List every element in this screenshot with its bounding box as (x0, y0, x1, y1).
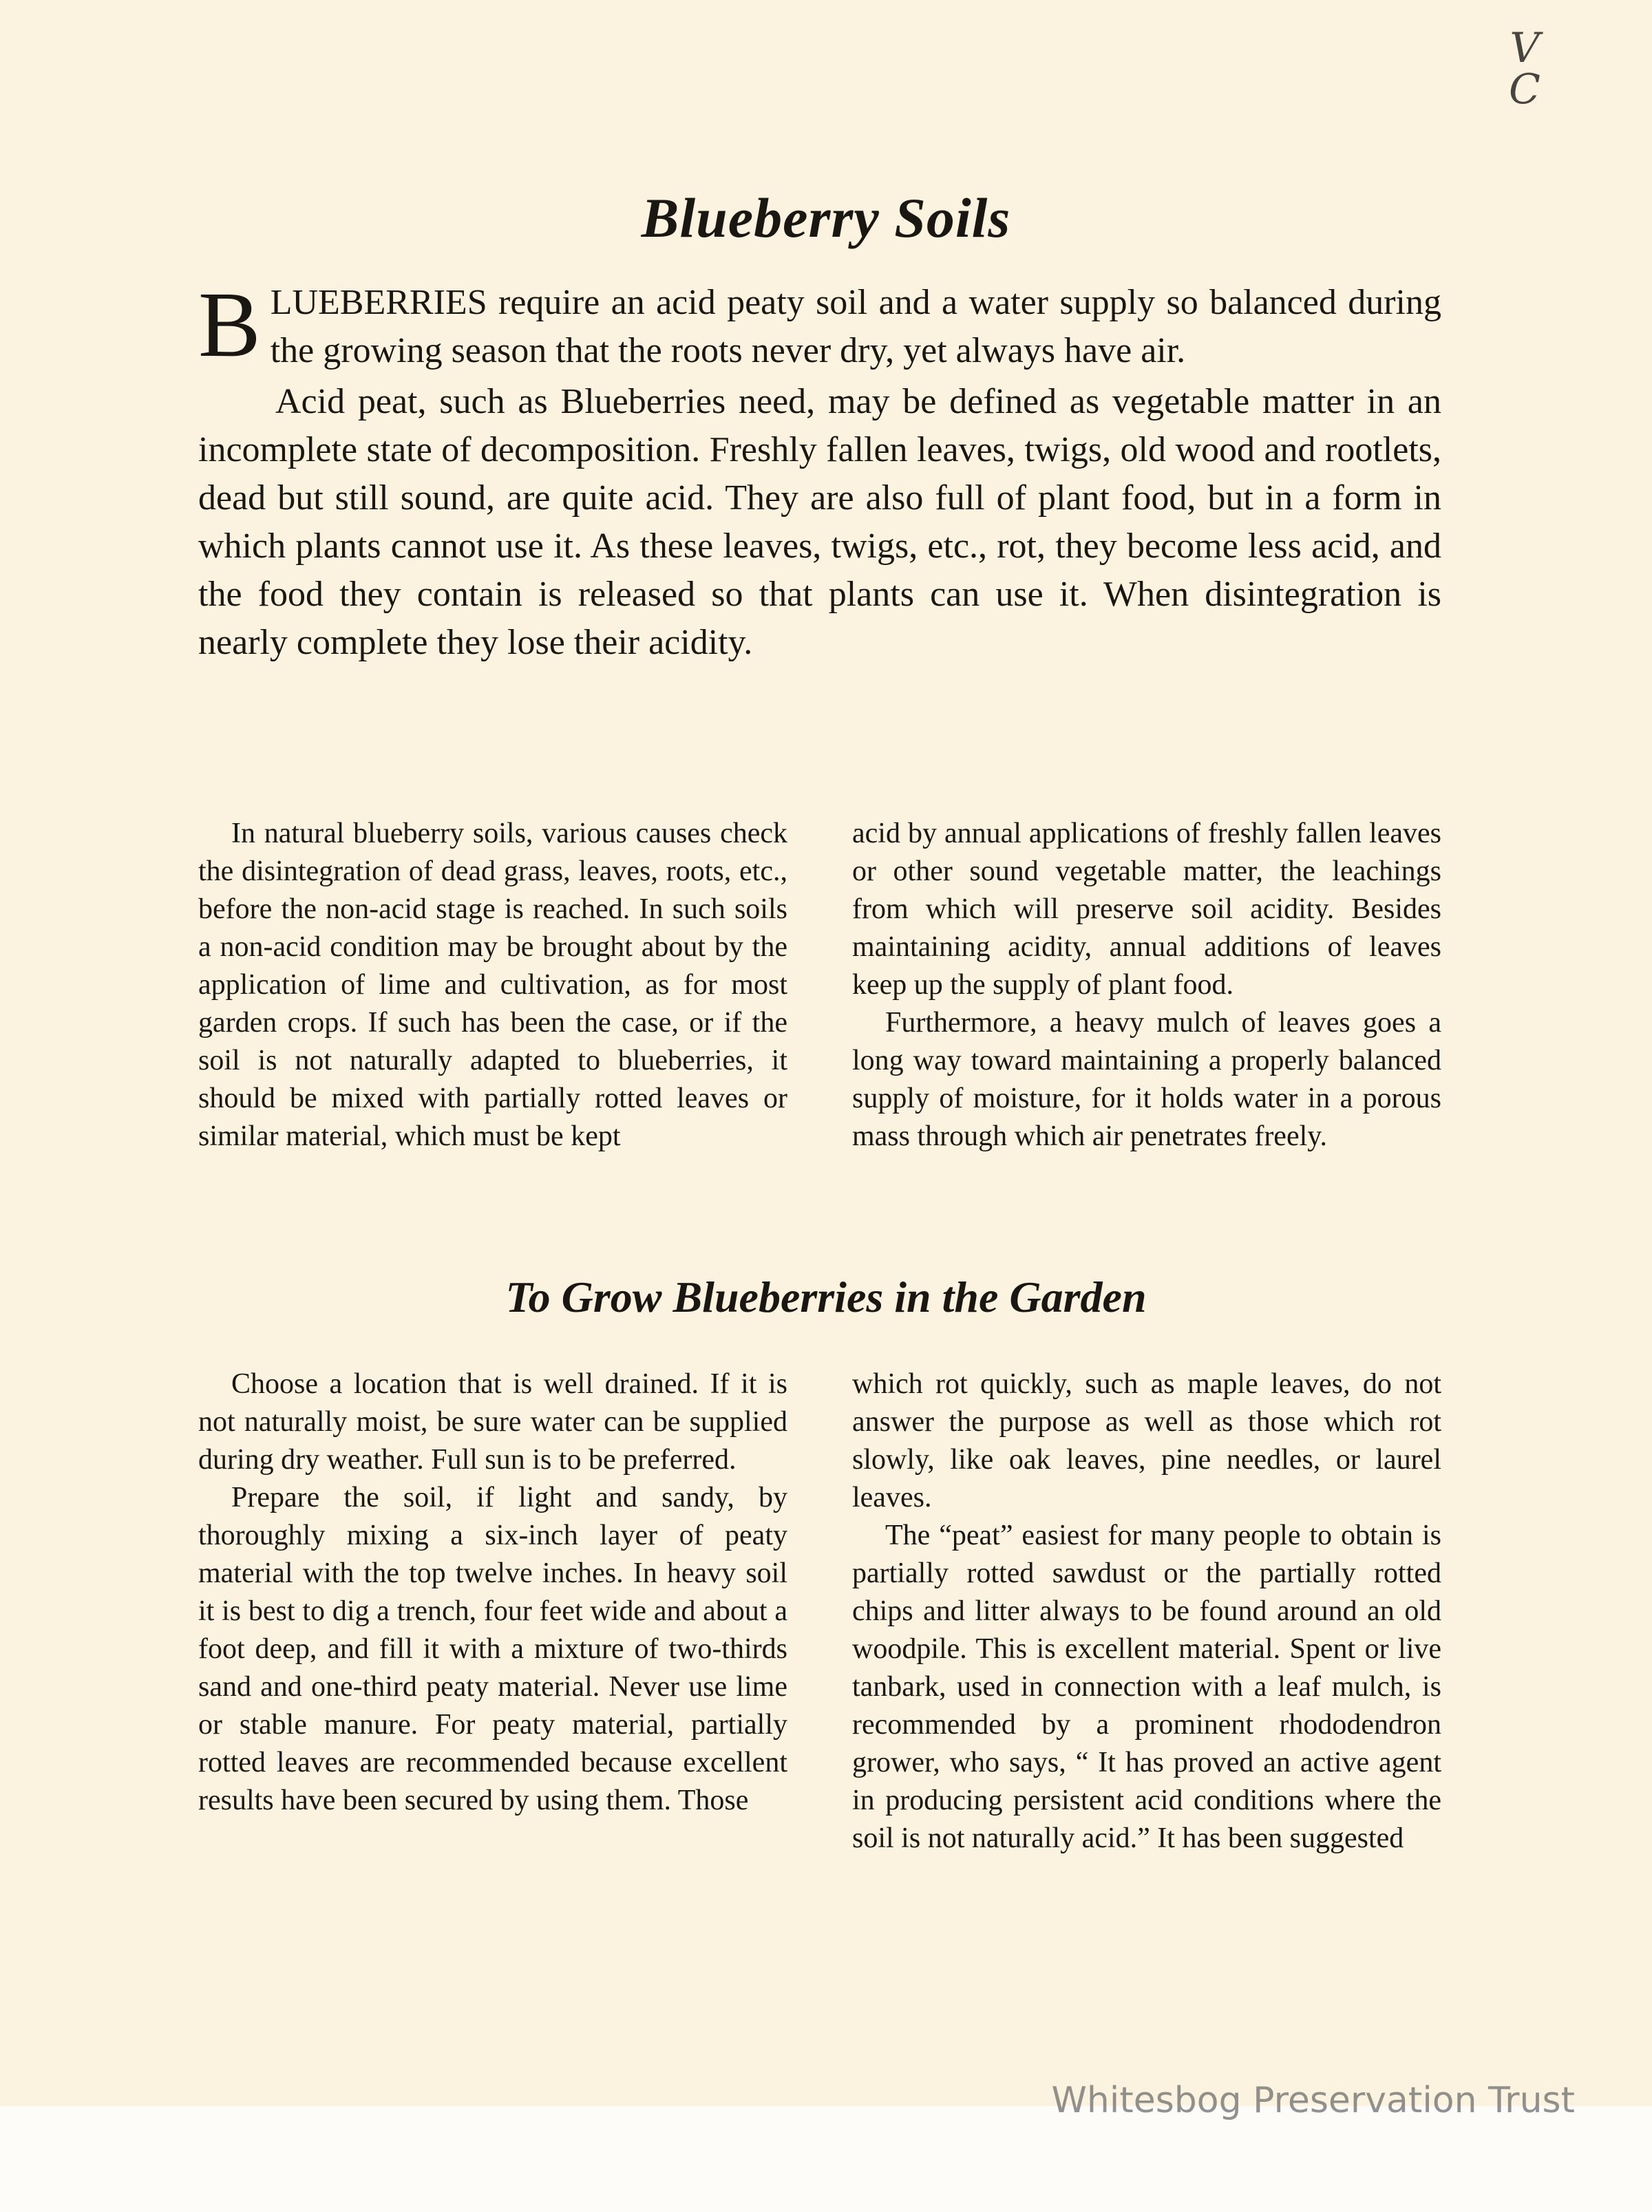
drop-cap: B (198, 273, 261, 376)
section-2-left-paragraph-1: Choose a location that is well drained. If it is not naturally moist, be sure water can be supplied during dry weather. Full sun is to be preferred. (198, 1368, 787, 1476)
bottom-margin (0, 2106, 1652, 2212)
page-title: Blueberry Soils (641, 187, 1011, 249)
section-2-right-column (852, 1365, 1441, 1858)
section-1-right-column (852, 815, 1441, 1156)
section-1-left-paragraph: In natural blueberry soils, various causes check the disintegration of dead grass, leaves, roots, etc., before the non-acid stage is reached. In such soils a non-acid condition may be brought about by the application of lime and cultivation, as for most garden crops. If such has been the case, or if the soil is not naturally adapted to blueberries, it should be mixed with partially rotted leaves or similar material, which must be kept (198, 818, 787, 1152)
section-2-right-paragraph-1: which rot quickly, such as maple leaves, do not answer the purpose as well as those which rot slowly, like oak leaves, pine needles, or laurel leaves. (852, 1368, 1441, 1513)
intro-paragraph-1 (198, 273, 1441, 376)
section-1-columns (198, 815, 1441, 1156)
section-1-right-paragraph-1: acid by annual applications of freshly fallen leaves or other sound vegetable matter, the leachings from which will preserve soil acidity. Besides maintaining acidity, annual additions of leaves keep up the supply of plant food. (852, 818, 1441, 1001)
section-2-left-paragraph-2: Prepare the soil, if light and sandy, by thoroughly mixing a six-inch layer of peaty material with the top twelve inches. In heavy soil it is best to dig a trench, four feet wide and about a foot deep, and fill it with a mixture of two-thirds sand and one-third peaty material. Never use lime or stable manure. For peaty material, partially rotted leaves are recommended because excellent results have been secured by using them. Those (198, 1482, 787, 1816)
section-heading: To Grow Blueberries in the Garden (505, 1273, 1147, 1321)
section-2-right-paragraph-2: The “peat” easiest for many people to obtain is partially rotted sawdust or the partially rotted chips and litter always to be found around an old woodpile. This is excellent material. Spent or live tanbark, used in connection with a leaf mulch, is recommended by a prominent rhododendron grower, who says, “ It has proved an active agent in producing persistent acid conditions where the soil is not naturally acid.” It has been suggested (852, 1520, 1441, 1854)
section-2-left-column (198, 1365, 787, 1858)
handwritten-mark: V C (1509, 24, 1540, 114)
intro-paragraph-1-text: LUEBERRIES require an acid peaty soil and a water supply so balanced during the growing season that the roots never dry, yet always have air. (270, 283, 1441, 370)
intro-paragraph-2: Acid peat, such as Blueberries need, may be defined as vegetable matter in an incomplete state of decomposition. Freshly fallen leaves, twigs, old wood and rootlets, dead but still sound, are quite acid. They are also full of plant food, but in a form in which plants cannot use it. As these leaves, twigs, etc., rot, they become less acid, and the food they contain is released so that plants can use it. When disintegration is nearly complete they lose their acidity. (198, 382, 1441, 662)
watermark: Whitesbog Preservation Trust (1051, 2080, 1575, 2121)
section-1-right-paragraph-2: Furthermore, a heavy mulch of leaves goes a long way toward maintaining a properly balanced supply of moisture, for it holds water in a porous mass through which air penetrates freely. (852, 1007, 1441, 1152)
section-1-left-column (198, 815, 787, 1156)
section-2-columns (198, 1365, 1441, 1858)
intro-text (198, 273, 1441, 667)
